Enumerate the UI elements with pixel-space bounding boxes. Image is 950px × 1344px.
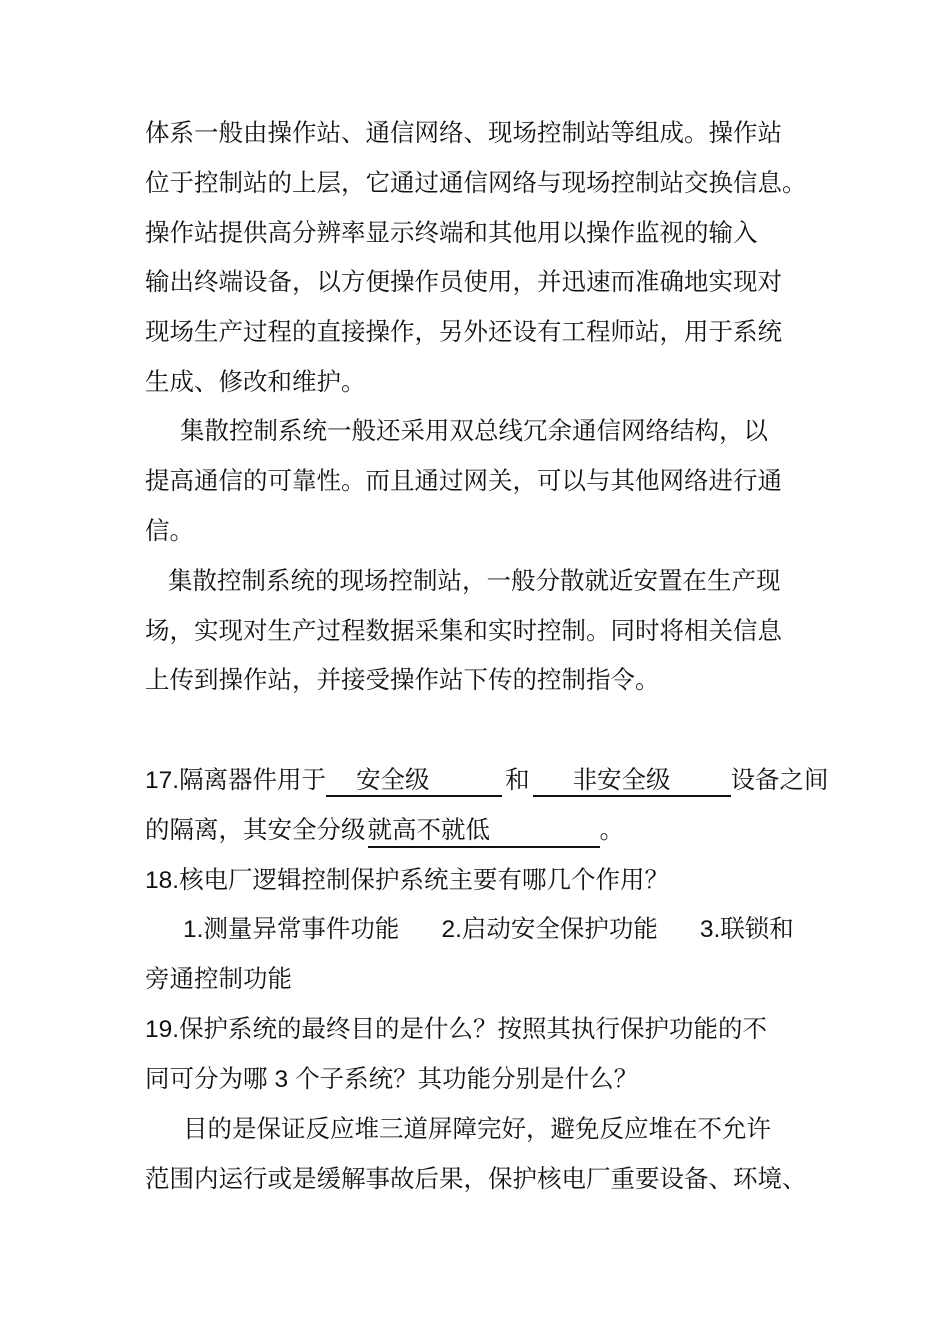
question-text: 隔离器件用于 [179,765,327,794]
question-text: 和 [505,765,530,794]
question-text: 个子系统？其功能分别是什么？ [295,1064,639,1093]
question-number: 19. [145,1016,180,1043]
paragraph-line: 现场生产过程的直接操作，另外还设有工程师站，用于系统 [145,317,782,346]
paragraph-line: 体系一般由操作站、通信网络、现场控制站等组成。操作站 [145,118,782,147]
question-19-line-1 [145,1012,767,1047]
question-18 [145,863,669,898]
question-text: 保护系统的最终目的是什么？按照其执行保护功能的不 [179,1014,768,1043]
answer-text: 测量异常事件功能 [203,914,400,943]
answer-line: 范围内运行或是缓解事故后果，保护核电厂重要设备、环境、 [145,1164,807,1193]
paragraph-line: 操作站提供高分辨率显示终端和其他用以操作监视的输入 [145,218,758,247]
paragraph-line: 集散控制系统的现场控制站，一般分散就近安置在生产现 [168,566,781,595]
fill-blank-answer: 非安全级 [533,765,731,797]
question-18-answer-line-1 [183,912,794,947]
paragraph-line: 上传到操作站，并接受操作站下传的控制指令。 [145,665,660,694]
paragraph-line: 信。 [145,516,194,545]
answer-text: 启动安全保护功能 [461,914,658,943]
question-text: 。 [599,815,624,844]
answer-number: 3. [699,916,721,943]
paragraph-line: 集散控制系统一般还采用双总线冗余通信网络结构，以 [180,416,768,445]
question-text: 同可分为哪 [145,1064,268,1093]
paragraph-line: 生成、修改和维护。 [145,367,366,396]
question-19-line-2 [145,1062,638,1097]
paragraph-line: 位于控制站的上层，它通过通信网络与现场控制站交换信息。 [145,168,807,197]
question-18-answer-line-2: 旁通控制功能 [145,964,292,993]
question-number-inline: 3 [274,1066,289,1093]
question-number: 18. [145,867,180,894]
fill-blank-answer: 安全级 [326,765,502,797]
paragraph-line: 提高通信的可靠性。而且通过网关，可以与其他网络进行通 [145,466,782,495]
answer-number: 1. [183,916,204,943]
fill-blank-answer: 就高不就低 [368,816,600,848]
question-number: 17. [145,767,180,794]
question-text: 的隔离，其安全分级 [145,815,366,844]
answer-number: 2. [441,916,462,943]
paragraph-line: 场，实现对生产过程数据采集和实时控制。同时将相关信息 [145,616,782,645]
question-text: 设备之间 [730,765,829,794]
answer-line: 目的是保证反应堆三道屏障完好，避免反应堆在不允许 [183,1114,771,1143]
question-17-line-2 [145,813,624,848]
paragraph-line: 输出终端设备，以方便操作员使用，并迅速而准确地实现对 [145,267,782,296]
answer-text: 联锁和 [720,914,794,943]
question-17-line-1 [145,763,829,798]
question-text: 核电厂逻辑控制保护系统主要有哪几个作用？ [179,865,670,894]
